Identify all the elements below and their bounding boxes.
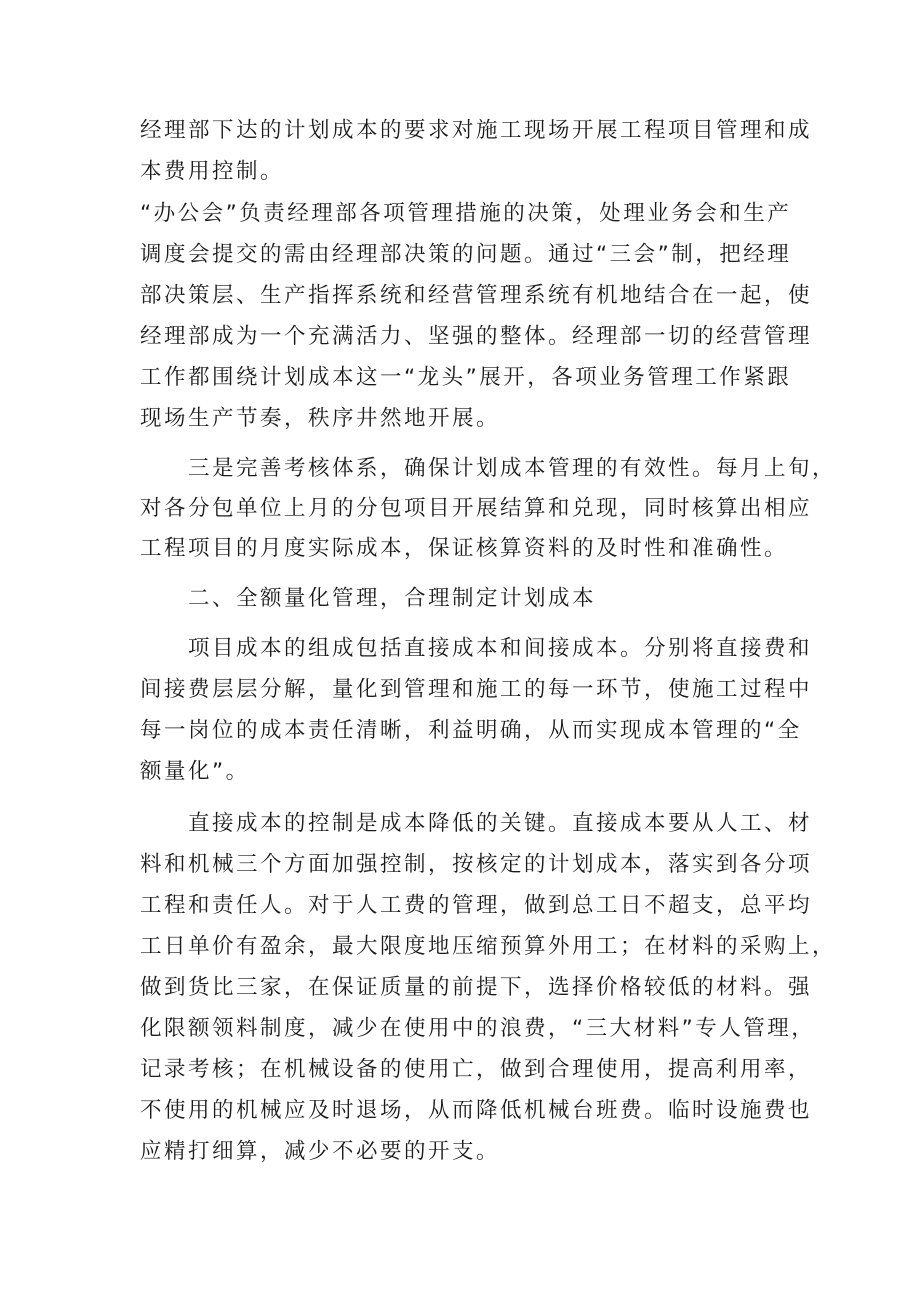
text-line: 间接费层层分解，量化到管理和施工的每一环节，使施工过程中 [140,677,813,702]
text-line: 额量化”。 [140,759,250,784]
text-line: 直接成本的控制是成本降低的关键。直接成本要从人工、材 [188,811,813,836]
text-line: 经理部下达的计划成本的要求对施工现场开展工程项目管理和成 [140,118,813,143]
text-line: 工日单价有盈余，最大限度地压缩预算外用工；在材料的采购上， [140,934,837,959]
text-line: 部决策层、生产指挥系统和经营管理系统有机地结合在一起，使 [140,283,813,308]
text-line: 现场生产节奏，秩序井然地开展。 [140,406,501,431]
text-line: 不使用的机械应及时退场，从而降低机械台班费。临时设施费也 [140,1098,813,1123]
text-line: 记录考核；在机械设备的使用亡，做到合理使用，提高利用率， [140,1057,813,1082]
text-line: 化限额领料制度，减少在使用中的浪费，“三大材料”专人管理， [140,1016,816,1041]
section-heading: 二、全额量化管理，合理制定计划成本 [188,586,597,611]
text-line: 应精打细算，减少不必要的开支。 [140,1139,501,1164]
text-line: 工程和责任人。对于人工费的管理，做到总工日不超支，总平均 [140,893,813,918]
text-line: 工作都围绕计划成本这一“龙头”展开，各项业务管理工作紧跟 [140,365,792,390]
text-line: 工程项目的月度实际成本，保证核算资料的及时性和准确性。 [140,536,789,561]
text-line: 每一岗位的成本责任清晰，利益明确，从而实现成本管理的“全 [140,718,802,743]
text-line: 三是完善考核体系，确保计划成本管理的有效性。每月上旬， [188,456,837,481]
text-line: 本费用控制。 [140,159,285,184]
text-line: 对各分包单位上月的分包项目开展结算和兑现，同时核算出相应 [140,496,813,521]
text-line: 做到货比三家，在保证质量的前提下，选择价格较低的材料。强 [140,975,813,1000]
text-line: 项目成本的组成包括直接成本和间接成本。分别将直接费和 [188,636,813,661]
text-line: 经理部成为一个充满活力、坚强的整体。经理部一切的经营管理 [140,324,813,349]
text-line: 料和机械三个方面加强控制，按核定的计划成本，落实到各分项 [140,852,813,877]
text-line: “办公会”负责经理部各项管理措施的决策，处理业务会和生产 [140,201,792,226]
text-line: 调度会提交的需由经理部决策的问题。通过“三会”制，把经理 [140,242,792,267]
